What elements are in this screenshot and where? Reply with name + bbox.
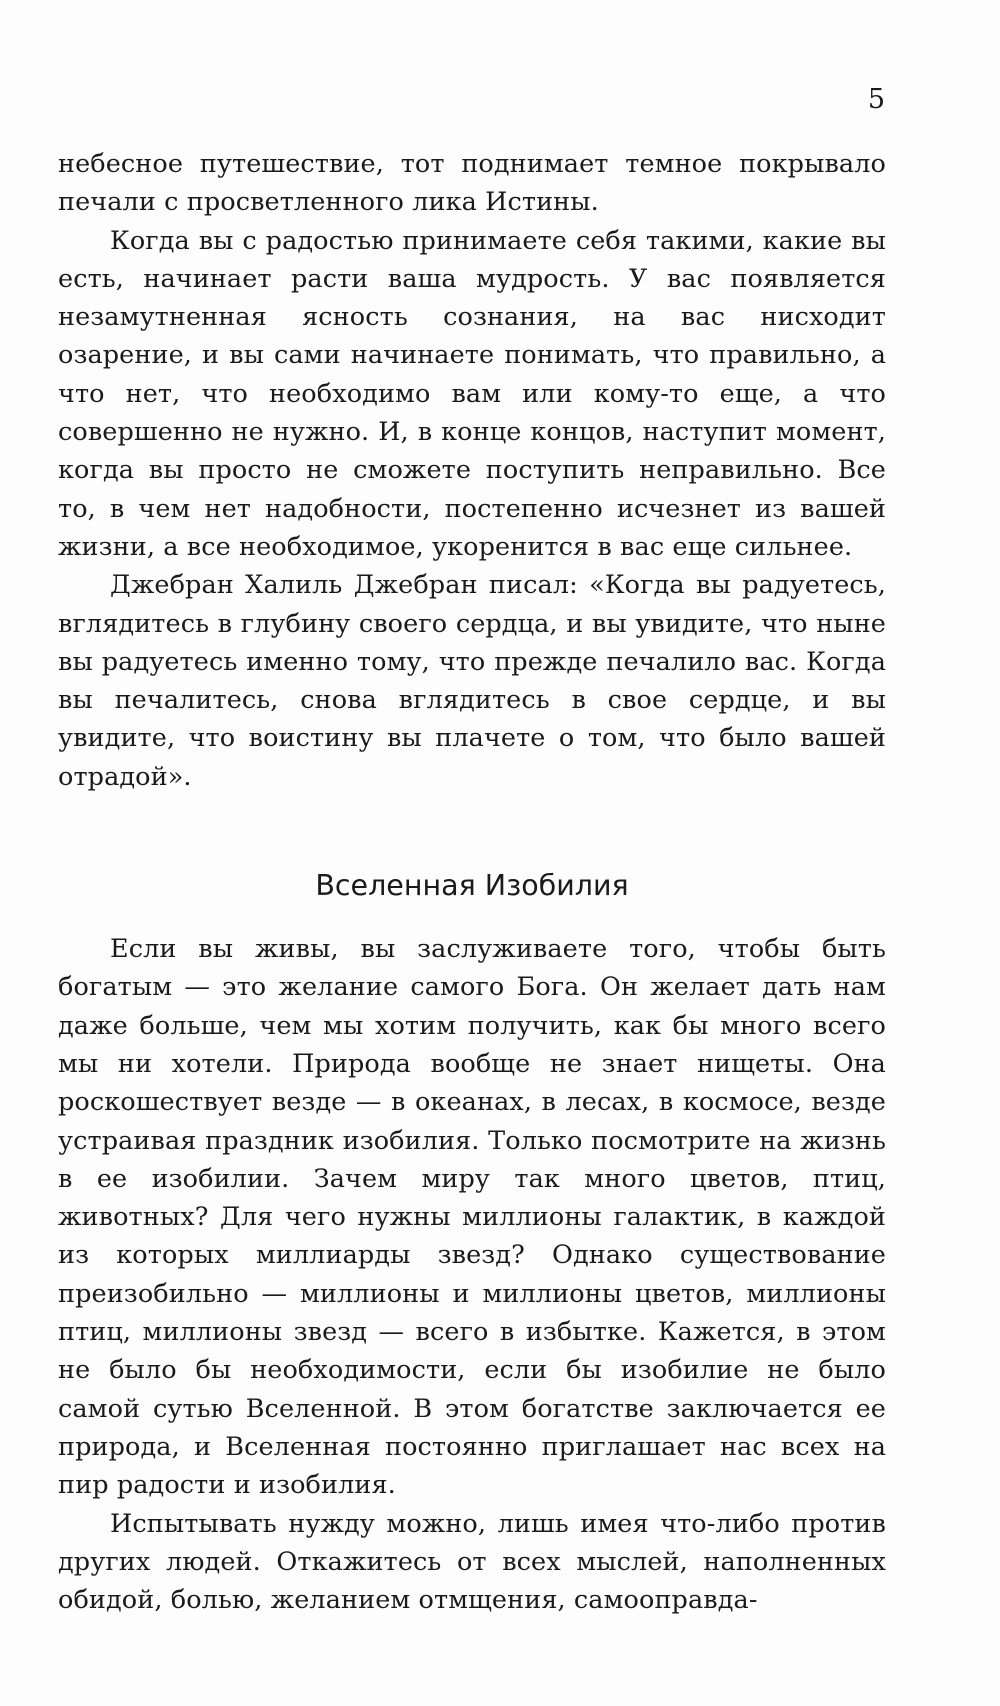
paragraph-self-acceptance: Когда вы с радостью принимаете себя такими, какие вы есть, начинает расти ваша мудрость. У вас появляется незамутненная ясность сознания, на вас нисходит озарение, и вы сами начинаете понимать, что правильно, а что нет, что необходимо вам или кому-то еще, а что совершенно не нужно. И, в конце концов, наступит момент, когда вы просто не сможете поступить неправильно. Все то, в чем нет надобности, постепенно исчезнет из вашей жизни, а все необходимое, укоренится в вас еще сильнее. bbox=[58, 225, 886, 562]
section-heading: Вселенная Изобилия bbox=[315, 869, 629, 903]
page-number: 5 bbox=[867, 84, 885, 115]
paragraph-continuation: небесное путешествие, тот поднимает темное покрывало печали с просветленного лика Истины. bbox=[58, 149, 886, 218]
paragraph-need: Испытывать нужду можно, лишь имея что-либо против других людей. Откажитесь от всех мыслей, наполненных обидой, болью, желанием отмщения, самооправда- bbox=[58, 1508, 886, 1616]
paragraph-abundance: Если вы живы, вы заслуживаете того, чтобы быть богатым — это желание самого Бога. Он желает дать нам даже больше, чем мы хотим получить, как бы много всего мы ни хотели. Природа вообще не знает нищеты. Она роскошествует везде — в океанах, в лесах, в космосе, везде устраивая праздник изобилия. Только посмотрите на жизнь в ее изобилии. Зачем миру так много цветов, птиц, животных? Для чего нужны миллионы галактик, в каждой из которых миллиарды звезд? Однако существование преизобильно — миллионы и миллионы цветов, миллионы птиц, миллионы звезд — всего в избытке. Кажется, в этом не было бы необходимости, если бы изобилие не было самой сутью Вселенной. В этом богатстве заключается ее природа, и Вселенная постоянно приглашает нас всех на пир радости и изобилия. bbox=[58, 934, 886, 1501]
page-content bbox=[58, 145, 886, 1619]
paragraph-gibran-quote: Джебран Халиль Джебран писал: «Когда вы радуетесь, вглядитесь в глубину своего сердца, и вы увидите, что ныне вы радуетесь именно тому, что прежде печалило вас. Когда вы печалитесь, снова вглядитесь в свое сердце, и вы увидите, что воистину вы плачете о том, что было вашей отрадой». bbox=[58, 570, 886, 792]
